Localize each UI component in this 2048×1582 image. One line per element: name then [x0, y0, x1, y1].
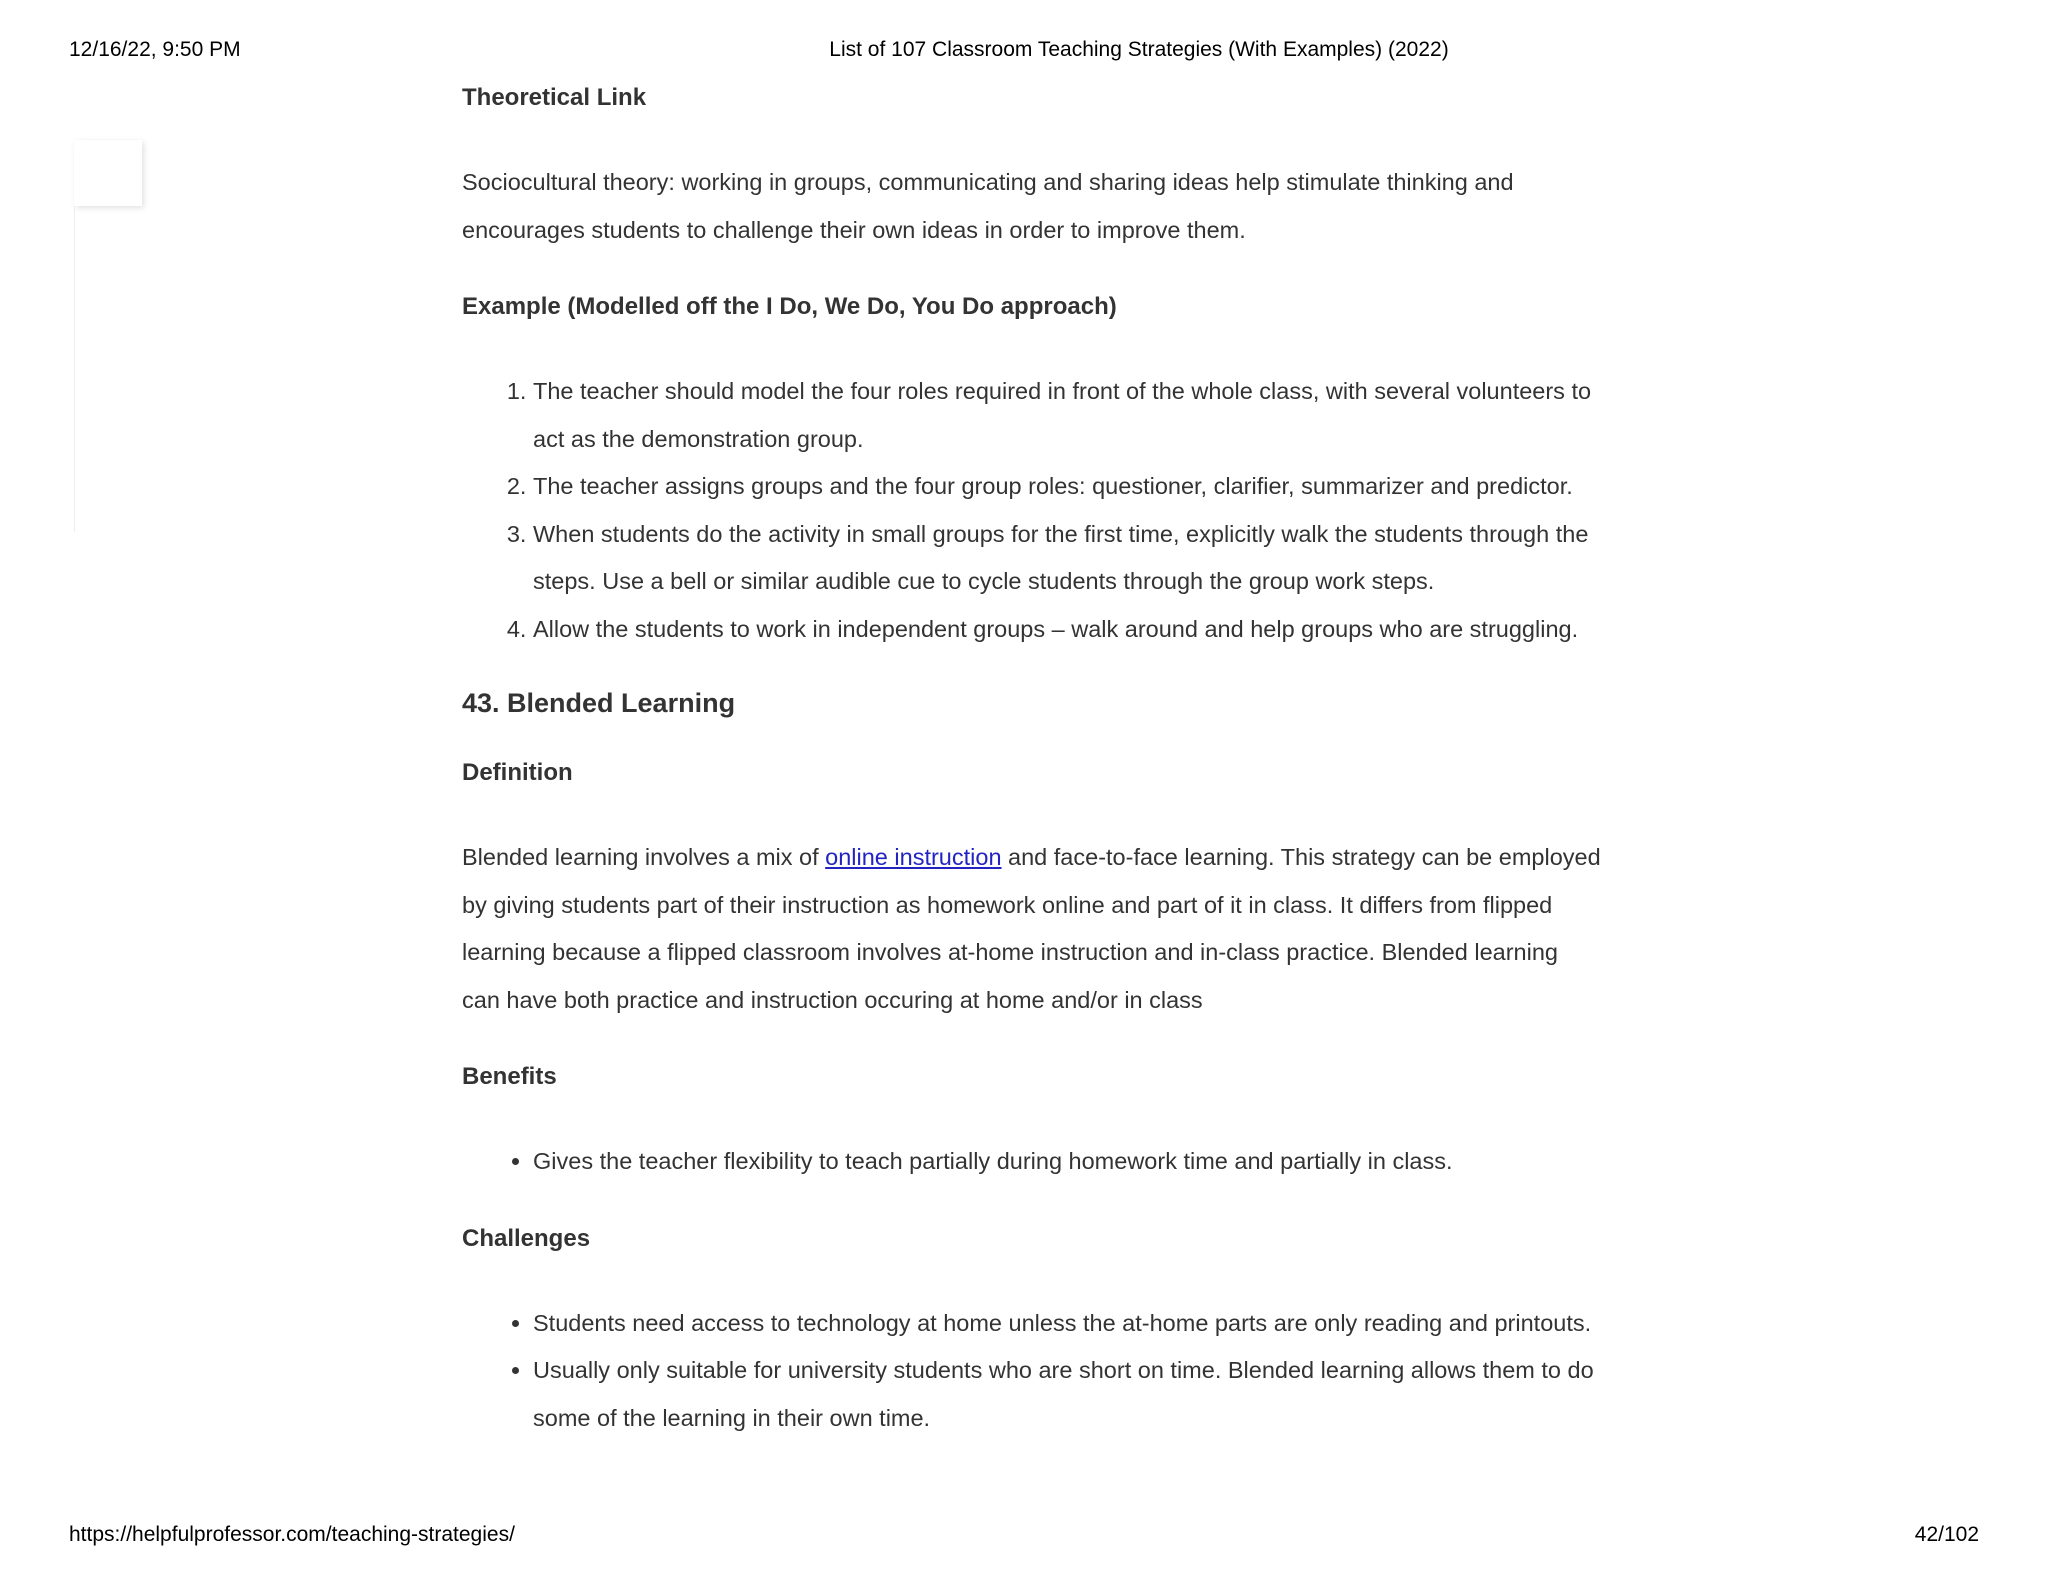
list-item: • Usually only suitable for university students who are short on time. Blended learning allows them to do some of the learning in their own time. — [533, 1347, 1602, 1442]
document-title: List of 107 Classroom Teaching Strategies (With Examples) (2022) — [829, 38, 1449, 61]
challenges-list — [462, 1300, 1602, 1443]
list-item: 2. The teacher assigns groups and the four group roles: questioner, clarifier, summarizer and predictor. — [533, 463, 1602, 511]
list-item: 3. When students do the activity in small groups for the first time, explicitly walk the students through the steps. Use a bell or similar audible cue to cycle students through the group work steps. — [533, 511, 1602, 606]
theoretical-link-heading: Theoretical Link — [462, 84, 647, 111]
print-datetime: 12/16/22, 9:50 PM — [69, 38, 241, 61]
page-number: 42/102 — [1914, 1523, 1979, 1546]
print-header — [69, 38, 1979, 64]
page-url: https://helpfulprofessor.com/teaching-strategies/ — [69, 1523, 515, 1546]
example-steps-list — [462, 368, 1602, 653]
list-item: 1. The teacher should model the four roles required in front of the whole class, with several volunteers to act as the demonstration group. — [533, 368, 1602, 463]
definition-heading: Definition — [462, 759, 573, 786]
example-heading: Example (Modelled off the I Do, We Do, You Do approach) — [462, 293, 1117, 320]
sidebar-divider — [74, 206, 75, 532]
print-footer — [69, 1523, 1979, 1549]
definition-text: Blended learning involves a mix of online instruction and face-to-face learning. This strategy can be employed by giving students part of their instruction as homework online and part of it in class. It differs from flipped learning because a flipped classroom involves at-home instruction and in-class practice. Blended learning can have both practice and instruction occuring at home and/or in class — [462, 844, 1601, 1013]
list-item: • Gives the teacher flexibility to teach partially during homework time and partially in class. — [533, 1138, 1602, 1186]
theoretical-link-text: Sociocultural theory: working in groups, communicating and sharing ideas help stimulate thinking and encourages students to challenge their own ideas in order to improve them. — [462, 169, 1514, 243]
benefits-heading: Benefits — [462, 1063, 557, 1090]
article-content — [462, 80, 1602, 1442]
list-item: 4. Allow the students to work in independent groups – walk around and help groups who are struggling. — [533, 606, 1602, 654]
benefits-list — [462, 1138, 1602, 1186]
floating-share-widget — [74, 140, 142, 206]
list-item: • Students need access to technology at home unless the at-home parts are only reading and printouts. — [533, 1300, 1602, 1348]
challenges-heading: Challenges — [462, 1224, 591, 1252]
section-heading-blended-learning: 43. Blended Learning — [462, 688, 736, 718]
online-instruction-link[interactable]: online instruction — [825, 844, 1002, 870]
